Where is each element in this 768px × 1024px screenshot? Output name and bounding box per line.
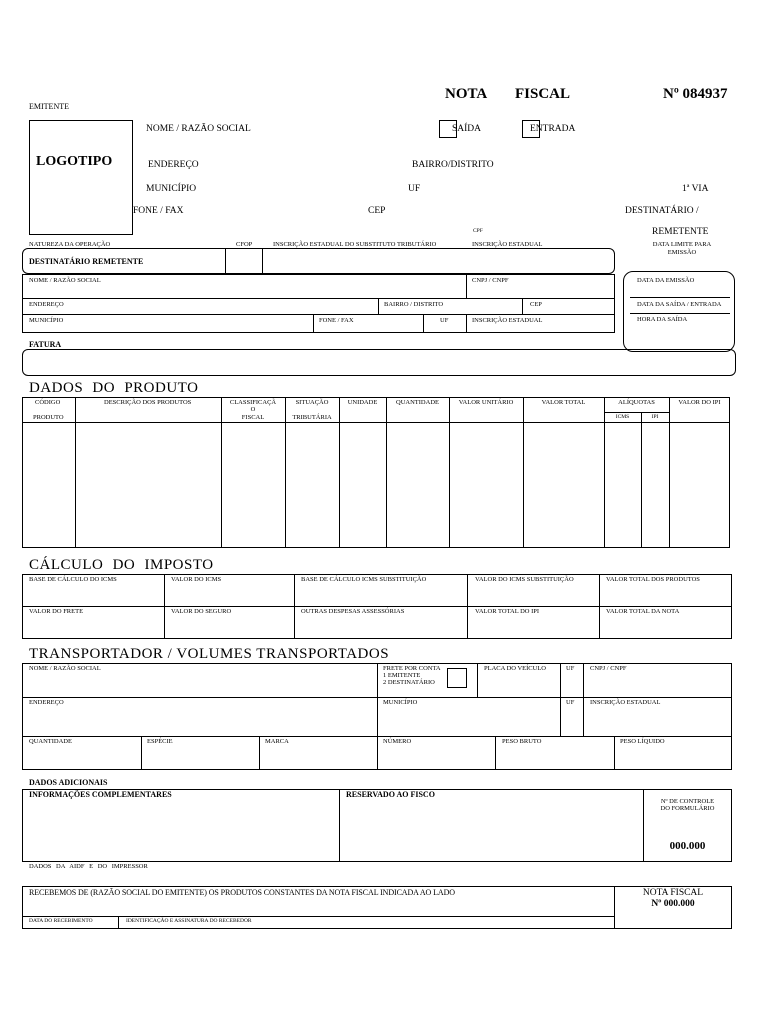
identificacao-label: IDENTIFICAÇÃO E ASSINATURA DO RECEBEDOR xyxy=(126,918,252,924)
transp-vline-5 xyxy=(141,736,142,770)
valor-total-ipi-label: VALOR TOTAL DO IPI xyxy=(475,608,540,615)
col-produto: PRODUTO xyxy=(33,414,64,421)
transp-vline-8 xyxy=(495,736,496,770)
transp-vline-1 xyxy=(377,663,378,736)
title-nota: NOTA xyxy=(445,86,488,102)
base-icms-subst-label: BASE DE CÁLCULO ICMS SUBSTITUIÇÃO xyxy=(301,576,427,583)
dest-vline-5 xyxy=(423,314,424,333)
dest-nome-label: NOME / RAZÃO SOCIAL xyxy=(29,277,101,284)
dest-fone-label: FONE / FAX xyxy=(319,317,354,324)
imposto-col-2 xyxy=(294,574,295,639)
controle-label-1: Nº DE CONTROLE xyxy=(660,798,715,805)
imposto-hline xyxy=(22,606,732,607)
adicionais-title: DADOS ADICIONAIS xyxy=(29,778,108,787)
fatura-box xyxy=(22,349,736,376)
imposto-col-3 xyxy=(467,574,468,639)
transp-vline-9 xyxy=(614,736,615,770)
entrada-label: ENTRADA xyxy=(530,124,576,134)
transp-cnpj-label: CNPJ / CNPF xyxy=(590,665,627,672)
dest-municipio-label: MUNICÍPIO xyxy=(29,317,64,324)
col-descricao: DESCRIÇÃO DOS PRODUTOS xyxy=(104,399,192,406)
reservado-fisco-label: RESERVADO AO FISCO xyxy=(346,790,435,799)
data-limite-label: DATA LIMITE PARA EMISSÃO xyxy=(652,241,712,256)
destinatario-box xyxy=(22,274,615,333)
logo-placeholder: LOGOTIPO xyxy=(36,154,113,169)
emitente-endereco-label: ENDEREÇO xyxy=(148,160,199,170)
remetente-label: REMETENTE xyxy=(652,227,709,237)
valor-icms-subst-label: VALOR DO ICMS SUBSTITUIÇÃO xyxy=(475,576,574,583)
transp-especie-label: ESPÉCIE xyxy=(147,738,173,745)
transp-endereco-label: ENDEREÇO xyxy=(29,699,64,706)
aliquotas-line xyxy=(604,412,669,413)
destinatario-remetente-title: DESTINATÁRIO REMETENTE xyxy=(29,257,144,266)
emitente-label: EMITENTE xyxy=(29,102,69,111)
data-recebimento-label: DATA DO RECEBIMENTO xyxy=(29,918,93,924)
transp-vline-3 xyxy=(560,663,561,736)
cpf-label: CPF xyxy=(473,228,483,234)
aidf-label: DADOS DA AIDF E DO IMPRESSOR xyxy=(29,863,148,870)
dest-vline-2 xyxy=(378,298,379,314)
prod-col-5 xyxy=(386,397,387,548)
prod-col-10 xyxy=(669,397,670,548)
valor-frete-label: VALOR DO FRETE xyxy=(29,608,84,615)
emitente-fone-label: FONE / FAX xyxy=(133,206,184,216)
fatura-title: FATURA xyxy=(29,340,62,349)
natureza-operacao-label: NATUREZA DA OPERAÇÃO xyxy=(29,241,111,248)
dest-uf-label: UF xyxy=(440,317,449,324)
transp-vline-7 xyxy=(377,736,378,770)
transp-uf2-label: UF xyxy=(566,699,575,706)
col-codigo: CÓDIGO xyxy=(35,399,61,406)
col-classificacao-1: CLASSIFICAÇÃ xyxy=(229,399,277,406)
produto-section-title: DADOS DO PRODUTO xyxy=(29,380,199,396)
datas-hline-1 xyxy=(630,297,730,298)
nota-number: Nº 084937 xyxy=(663,86,728,102)
dest-vline-1 xyxy=(466,274,467,298)
cfop-label: CFOP xyxy=(236,241,253,248)
valor-seguro-label: VALOR DO SEGURO xyxy=(171,608,232,615)
col-unidade: UNIDADE xyxy=(347,399,378,406)
dest-vline-4 xyxy=(313,314,314,333)
info-complementares-label: INFORMAÇÕES COMPLEMENTARES xyxy=(29,790,172,799)
dest-ie-label: INSCRIÇÃO ESTADUAL xyxy=(472,317,543,324)
col-valor-ipi: VALOR DO IPI xyxy=(678,399,721,406)
prod-col-9 xyxy=(641,412,642,548)
col-situacao-1: SITUAÇÃO xyxy=(295,399,329,406)
frete-label-3: 2 DESTINATÁRIO xyxy=(383,679,435,686)
canhoto-nota-label: NOTA FISCAL xyxy=(642,888,704,898)
emitente-nome-label: NOME / RAZÃO SOCIAL xyxy=(146,124,251,134)
transp-peso-bruto-label: PESO BRUTO xyxy=(502,738,542,745)
transp-quantidade-label: QUANTIDADE xyxy=(29,738,72,745)
transp-numero-label: NÚMERO xyxy=(383,738,412,745)
canhoto-hline xyxy=(22,916,614,917)
dest-cep-label: CEP xyxy=(530,301,542,308)
controle-label-2: DO FORMULÁRIO xyxy=(660,805,715,812)
canhoto-vline-2 xyxy=(118,916,119,929)
transp-nome-label: NOME / RAZÃO SOCIAL xyxy=(29,665,101,672)
prod-col-1 xyxy=(75,397,76,548)
operacao-divider-2 xyxy=(262,248,263,274)
col-ipi: IPI xyxy=(651,414,659,420)
hora-saida-label: HORA DA SAÍDA xyxy=(637,316,688,323)
placa-label: PLACA DO VEÍCULO xyxy=(484,665,546,672)
imposto-section-title: CÁLCULO DO IMPOSTO xyxy=(29,557,214,573)
prod-col-7 xyxy=(523,397,524,548)
emitente-uf-label: UF xyxy=(408,184,421,194)
transp-ie-label: INSCRIÇÃO ESTADUAL xyxy=(590,699,661,706)
frete-label-2: 1 EMITENTE xyxy=(383,672,421,679)
operacao-divider-1 xyxy=(225,248,226,274)
prod-col-4 xyxy=(339,397,340,548)
frete-label-1: FRETE POR CONTA xyxy=(383,665,441,672)
emitente-bairro-label: BAIRRO/DISTRITO xyxy=(412,160,494,170)
transportador-section-title: TRANSPORTADOR / VOLUMES TRANSPORTADOS xyxy=(29,646,390,662)
dest-vline-6 xyxy=(466,314,467,333)
recebemos-label: RECEBEMOS DE (RAZÃO SOCIAL DO EMITENTE) OS PRODUTOS CONSTANTES DA NOTA FISCAL INDICADA AO LADO xyxy=(29,888,455,897)
valor-total-produtos-label: VALOR TOTAL DOS PRODUTOS xyxy=(606,576,700,583)
dest-cnpj-label: CNPJ / CNPF xyxy=(472,277,509,284)
col-valor-total: VALOR TOTAL xyxy=(541,399,586,406)
outras-despesas-label: OUTRAS DESPESAS ASSESSÓRIAS xyxy=(301,608,405,615)
imposto-col-1 xyxy=(164,574,165,639)
imposto-col-4 xyxy=(599,574,600,639)
frete-checkbox[interactable] xyxy=(447,668,467,688)
produto-header-line xyxy=(22,422,730,423)
dest-endereco-label: ENDEREÇO xyxy=(29,301,64,308)
transp-vline-6 xyxy=(259,736,260,770)
col-aliquotas: ALÍQUOTAS xyxy=(618,399,655,406)
via-label: 1ª VIA xyxy=(682,184,709,194)
col-classificacao-2: O xyxy=(250,406,256,413)
canhoto-numero: Nº 000.000 xyxy=(651,899,695,909)
dest-hline-2 xyxy=(22,314,615,315)
valor-icms-label: VALOR DO ICMS xyxy=(171,576,222,583)
dest-hline-1 xyxy=(22,298,615,299)
valor-total-nota-label: VALOR TOTAL DA NOTA xyxy=(606,608,680,615)
prod-col-6 xyxy=(449,397,450,548)
transp-vline-4 xyxy=(583,663,584,736)
saida-label: SAÍDA xyxy=(452,124,482,134)
transp-peso-liquido-label: PESO LÍQUIDO xyxy=(620,738,665,745)
col-valor-unitario: VALOR UNITÁRIO xyxy=(458,399,514,406)
transp-marca-label: MARCA xyxy=(265,738,289,745)
col-classificacao-3: FISCAL xyxy=(241,414,265,421)
ie-label: INSCRIÇÃO ESTADUAL xyxy=(472,241,543,248)
data-emissao-label: DATA DA EMISSÃO xyxy=(637,277,695,284)
col-quantidade: QUANTIDADE xyxy=(396,399,439,406)
col-situacao-2: TRIBUTÁRIA xyxy=(292,414,332,421)
emitente-cep-label: CEP xyxy=(368,206,386,216)
adicionais-box xyxy=(22,789,732,862)
logo-box xyxy=(29,120,133,235)
base-icms-label: BASE DE CÁLCULO DO ICMS xyxy=(29,576,117,583)
dest-vline-3 xyxy=(522,298,523,314)
dest-bairro-label: BAIRRO / DISTRITO xyxy=(384,301,444,308)
adicionais-vline-1 xyxy=(339,789,340,862)
transp-uf-label: UF xyxy=(566,665,575,672)
destinatario-slash-label: DESTINATÁRIO / xyxy=(625,206,699,216)
data-saida-label: DATA DA SAÍDA / ENTRADA xyxy=(637,301,722,308)
controle-number: 000.000 xyxy=(669,840,706,852)
transp-municipio-label: MUNICÍPIO xyxy=(383,699,418,706)
title-fiscal: FISCAL xyxy=(515,86,571,102)
emitente-municipio-label: MUNICÍPIO xyxy=(146,184,197,194)
ie-substituto-label: INSCRIÇÃO ESTADUAL DO SUBSTITUTO TRIBUTÁRIO xyxy=(273,241,437,248)
transp-vline-2 xyxy=(477,663,478,697)
col-icms: ICMS xyxy=(615,414,630,420)
datas-hline-2 xyxy=(630,313,730,314)
